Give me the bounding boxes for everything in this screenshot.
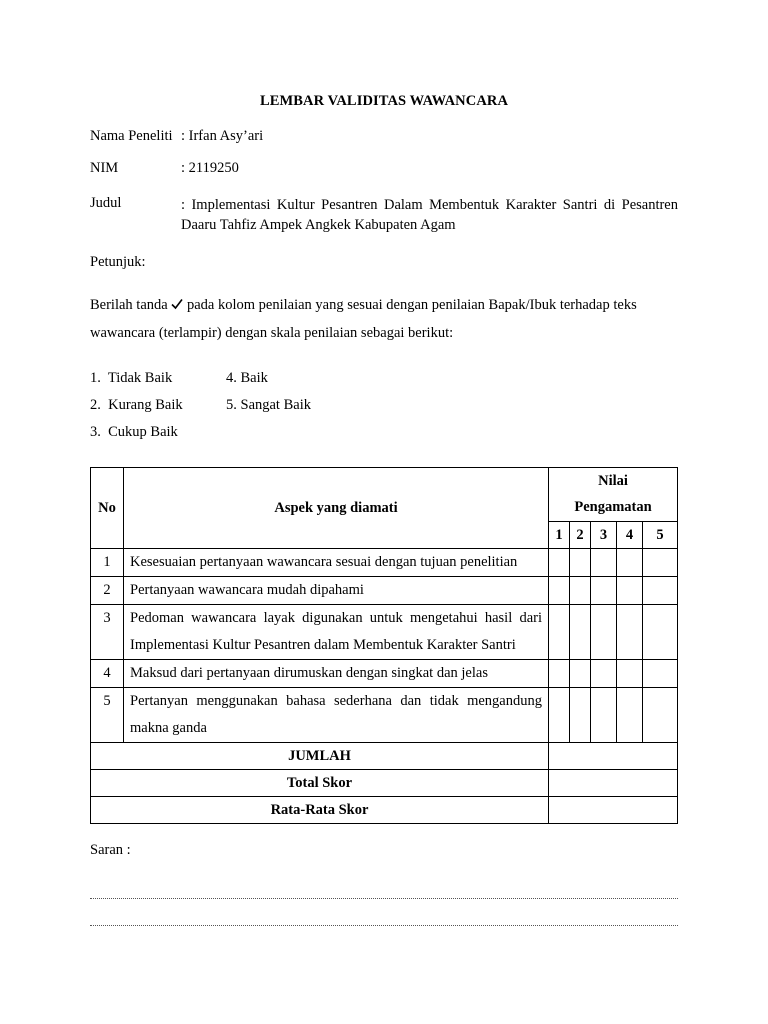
scale-item: 4. Baik [226,370,268,386]
row-no: 5 [91,688,124,743]
document-title: LEMBAR VALIDITAS WAWANCARA [259,93,509,109]
judul-label: Judul [90,195,122,211]
row-no: 4 [91,660,124,688]
scale-item: 1. Tidak Baik [90,370,173,386]
checkmark-icon [171,298,183,310]
row-aspect: Kesesuaian pertanyaan wawancara sesuai dengan tujuan penelitian [124,549,549,577]
header-aspek: Aspek yang diamati [124,468,549,549]
header-pengamatan: Pengamatan [549,495,678,522]
row-aspect: Pertanyan menggunakan bahasa sederhana dan tidak mengandung makna ganda [124,688,549,743]
score-cell[interactable] [549,549,570,577]
score-cell[interactable] [617,660,643,688]
score-cell[interactable] [549,660,570,688]
table-row [91,660,678,688]
score-cell[interactable] [591,660,617,688]
scale-item: 3. Cukup Baik [90,424,178,440]
row-no: 2 [91,577,124,605]
score-cell[interactable] [643,660,678,688]
score-cell[interactable] [643,549,678,577]
score-cell[interactable] [643,688,678,743]
table-row [91,688,678,743]
score-cell[interactable] [617,577,643,605]
score-cell[interactable] [617,605,643,660]
summary-row [91,797,678,824]
rata-rata-label: Rata-Rata Skor [91,797,549,824]
rata-rata-value-cell[interactable] [549,797,678,824]
instruction-line-1 [90,297,637,314]
score-cell[interactable] [591,688,617,743]
row-no: 3 [91,605,124,660]
score-cell[interactable] [549,688,570,743]
row-aspect: Maksud dari pertanyaan dirumuskan dengan singkat dan jelas [124,660,549,688]
table-row [91,549,678,577]
scale-item: 5. Sangat Baik [226,397,311,413]
score-header: 3 [591,522,617,549]
judul-value: : Implementasi Kultur Pesantren Dalam Membentuk Karakter Santri di Pesantren Daaru Tahfiz Ampek Angkek Kabupaten Agam [181,197,678,233]
nim-value: : 2119250 [181,160,239,176]
score-header: 5 [643,522,678,549]
score-cell[interactable] [570,577,591,605]
saran-dotted-line[interactable] [90,898,678,899]
score-cell[interactable] [591,549,617,577]
header-nilai: Nilai [549,468,678,495]
jumlah-label: JUMLAH [91,743,549,770]
score-cell[interactable] [570,605,591,660]
instruction-after-check: pada kolom penilaian yang sesuai dengan penilaian Bapak/Ibuk terhadap teks [186,297,637,313]
instruction-line-2: wawancara (terlampir) dengan skala penilaian sebagai berikut: [90,325,454,341]
total-skor-value-cell[interactable] [549,770,678,797]
score-cell[interactable] [549,577,570,605]
table-row [91,577,678,605]
assessment-table [90,467,678,824]
score-header: 4 [617,522,643,549]
nim-label: NIM [90,160,119,176]
saran-label: Saran : [90,842,131,858]
row-no: 1 [91,549,124,577]
score-cell[interactable] [643,605,678,660]
table-row [91,605,678,660]
score-cell[interactable] [643,577,678,605]
score-header: 2 [570,522,591,549]
score-cell[interactable] [570,549,591,577]
score-cell[interactable] [591,605,617,660]
score-cell[interactable] [549,605,570,660]
instruction-before-check: Berilah tanda [90,297,168,313]
summary-row [91,770,678,797]
score-cell[interactable] [591,577,617,605]
petunjuk-label: Petunjuk: [90,254,146,270]
score-cell[interactable] [570,660,591,688]
score-cell[interactable] [617,549,643,577]
saran-dotted-line[interactable] [90,925,678,926]
total-skor-label: Total Skor [91,770,549,797]
researcher-name-value: : Irfan Asy’ari [181,128,264,144]
score-cell[interactable] [570,688,591,743]
score-cell[interactable] [617,688,643,743]
researcher-name-label: Nama Peneliti [90,128,173,144]
scale-item: 2. Kurang Baik [90,397,183,413]
summary-row [91,743,678,770]
score-header: 1 [549,522,570,549]
header-no: No [91,468,124,549]
row-aspect: Pedoman wawancara layak digunakan untuk mengetahui hasil dari Implementasi Kultur Pesantren dalam Membentuk Karakter Santri [124,605,549,660]
row-aspect: Pertanyaan wawancara mudah dipahami [124,577,549,605]
jumlah-value-cell[interactable] [549,743,678,770]
